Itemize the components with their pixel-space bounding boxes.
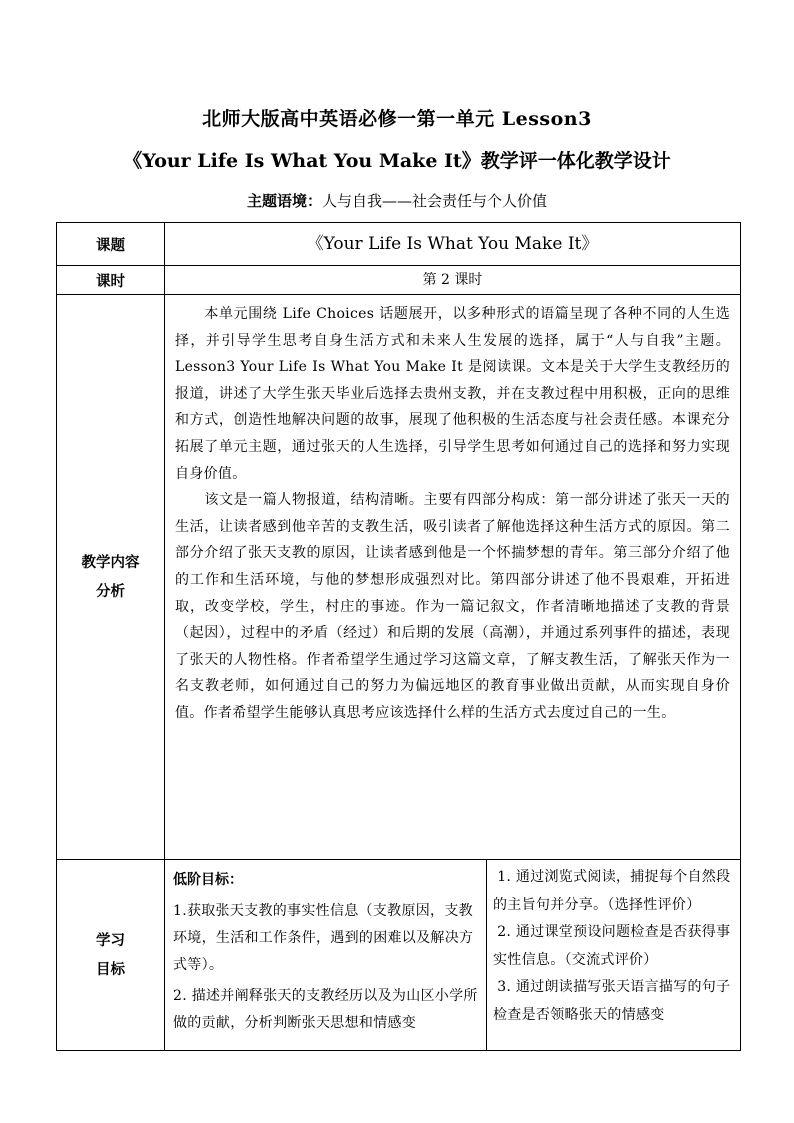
theme-label: 主题语境： xyxy=(246,192,322,210)
topic-row xyxy=(57,223,741,266)
goal-label-line1: 学习 xyxy=(96,932,125,949)
assessment-item: 3. 通过朗读描写张天语言描写的句子检查是否领略张天的情感变 xyxy=(493,979,731,1023)
assessment-item: 1. 通过浏览式阅读，捕捉每个自然段的主旨句并分享。（选择性评价） xyxy=(493,869,731,913)
content-label-line2: 分析 xyxy=(96,583,125,600)
content-analysis-label xyxy=(57,295,165,860)
theme-context xyxy=(0,190,794,211)
content-paragraph: 本单元围绕 Life Choices 话题展开，以多种形式的语篇呈现了各种不同的人生选择，并引导学生思考自身生活方式和未来人生发展的选择，属于“人与自我”主题。Lesson3 Your Life Is What You Make It 是阅读课。文本是关于大学生支教经历的报道，讲述了大学生张天毕业后选择去贵州支教，并在支教过程中用积极，正向的思维和方式，创造性地解决问题的故事，展现了他积极的生活态度与社会责任感。本课充分拓展了单元主题，通过张天的人生选择，引导学生思考如何通过自己的选择和努力实现自身价值。 xyxy=(175,306,730,482)
goal-label-line2: 目标 xyxy=(96,961,125,978)
learning-goals-label xyxy=(57,860,165,1051)
assessment-item: 2. 通过课堂预设问题检查是否获得事实性信息。（交流式评价） xyxy=(493,924,731,968)
goal-item: 1.获取张天支教的事实性信息（支教原因，支教环境，生活和工作条件，遇到的困难以及解决方式等）。 xyxy=(173,903,474,973)
lesson-plan-table xyxy=(56,222,741,1051)
low-level-goals-heading: 低阶目标： xyxy=(173,872,243,888)
goal-item: 2. 描述并阐释张天的支教经历以及为山区小学所做的贡献，分析判断张天思想和情感变 xyxy=(173,988,478,1031)
content-analysis-row xyxy=(57,295,741,860)
learning-goals-row xyxy=(57,860,741,1051)
content-analysis-text xyxy=(165,295,741,860)
assessment-column xyxy=(487,860,740,1050)
hour-row xyxy=(57,266,741,295)
learning-goals-cell xyxy=(165,860,741,1051)
hour-label: 课时 xyxy=(57,266,165,295)
document-title-line1: 北师大版高中英语必修一第一单元 Lesson3 xyxy=(202,108,592,130)
theme-value: 人与自我——社会责任与个人价值 xyxy=(322,192,548,210)
content-paragraph: 该文是一篇人物报道，结构清晰。主要有四部分构成：第一部分讲述了张天一天的生活，让读者感到他辛苦的支教生活，吸引读者了解他选择这种生活方式的原因。第二部分介绍了张天支教的原因，让读者感到他是一个怀揣梦想的青年。第三部分介绍了他的工作和生活环境，与他的梦想形成强烈对比。第四部分讲述了他不畏艰难，开拓进取，改变学校，学生，村庄的事迹。作为一篇记叙文，作者清晰地描述了支教的背景（起因），过程中的矛盾（经过）和后期的发展（高潮），并通过系列事件的描述，表现了张天的人物性格。作者希望学生通过学习这篇文章，了解支教生活，了解张天作为一名支教老师，如何通过自己的努力为偏远地区的教育事业做出贡献，从而实现自身价值。作者希望学生能够认真思考应该选择什么样的生活方式去度过自己的一生。 xyxy=(175,492,730,721)
topic-value: 《Your Life Is What You Make It》 xyxy=(165,223,741,266)
topic-label: 课题 xyxy=(57,223,165,266)
content-label-line1: 教学内容 xyxy=(81,554,140,571)
hour-value: 第 2 课时 xyxy=(165,266,741,295)
document-title-line2: 《Your Life Is What You Make It》教学评一体化教学设计 xyxy=(123,150,671,172)
goals-column xyxy=(165,860,487,1050)
